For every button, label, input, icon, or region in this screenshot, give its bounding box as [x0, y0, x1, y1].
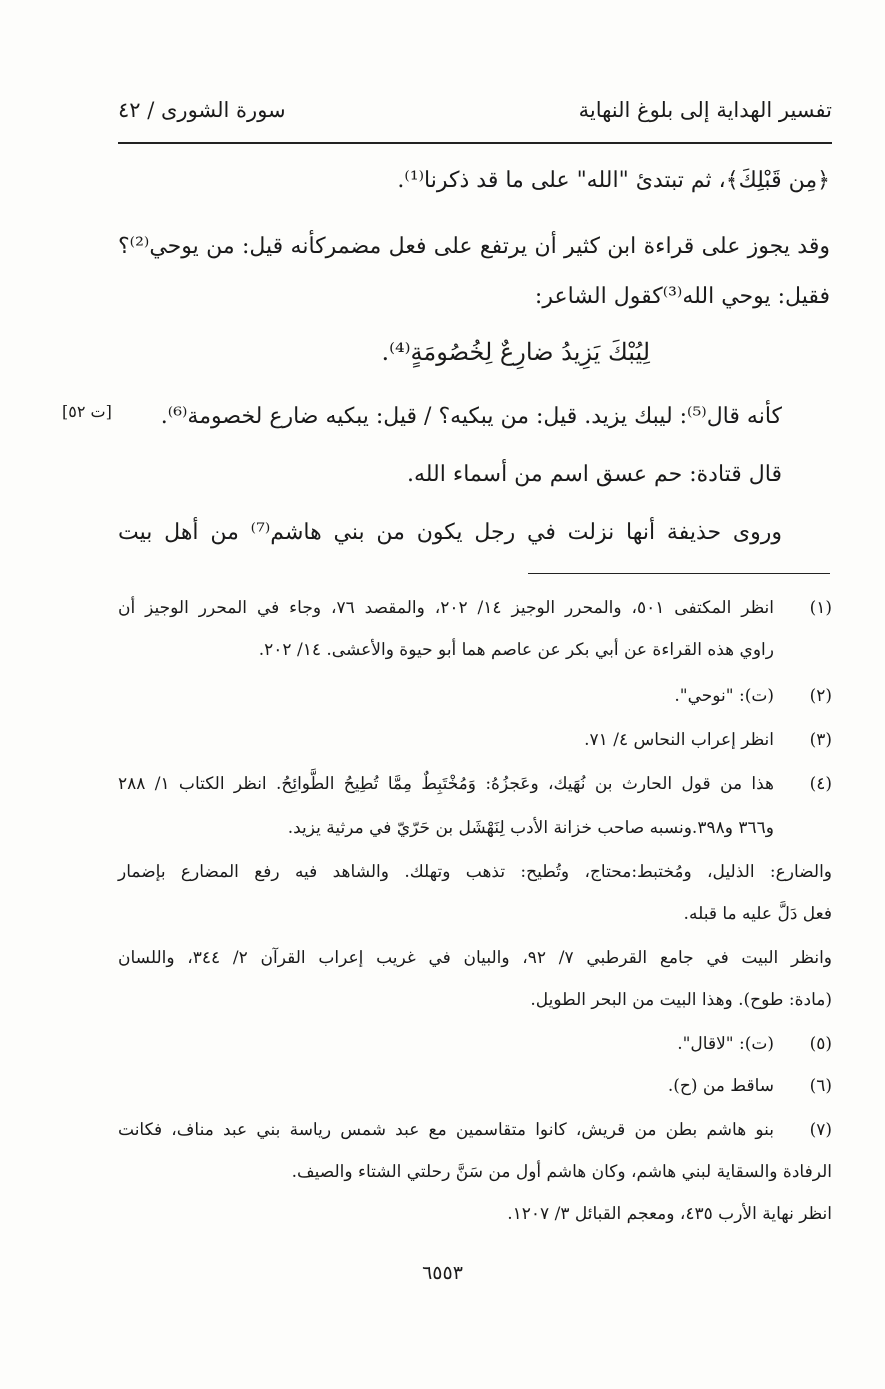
- header-rule: [118, 142, 832, 144]
- footnote-line: (مادة: طوح). وهذا البيت من البحر الطويل.: [530, 990, 832, 1010]
- footnote-line: انظر المكتفى ٥٠١، والمحرر الوجيز ١٤/ ٢٠٢، والمقصد ٧٦، وجاء في المحرر الوجيز أن: [118, 598, 774, 618]
- surah-title: سورة الشورى / ٤٢: [118, 98, 286, 122]
- footnote-line: وانظر البيت في جامع القرطبي ٧/ ٩٢، والبيان في غريب إعراب القرآن ٢/ ٣٤٤، واللسان: [118, 948, 833, 968]
- footnote-6: [118, 1076, 832, 1118]
- poem-verse: لِيُبْكَ يَزِيدُ ضارِعٌ لِخُصُومَةٍ⁽⁴⁾.: [381, 338, 650, 366]
- footnote-line: انظر إعراب النحاس ٤/ ٧١.: [584, 730, 774, 750]
- footnote-number: (٦): [809, 1076, 832, 1096]
- footnote-line: انظر نهاية الأرب ٤٣٥، ومعجم القبائل ٣/ ١٢٠٧.: [507, 1204, 832, 1224]
- footnote-number: (٧): [809, 1120, 832, 1140]
- footnote-line: (ت): "لاقال".: [677, 1034, 774, 1054]
- footnote-number: (١): [809, 598, 832, 618]
- text-line-3: فقيل: يوحي الله⁽³⁾كقول الشاعر:: [534, 284, 830, 309]
- margin-note: [ت ٥٢]: [62, 402, 112, 421]
- text-line-2: وقد يجوز على قراءة ابن كثير أن يرتفع على فعل مضمركأنه قيل: من يوحي⁽²⁾؟: [118, 234, 830, 259]
- footnote-line: والضارع: الذليل، ومُختبط:محتاج، وتُطيح: تذهب وتهلك. والشاهد فيه رفع المضارع بإضمار: [118, 862, 832, 882]
- page-number: ٦٥٥٣: [422, 1262, 463, 1284]
- footnote-7: [118, 1120, 832, 1224]
- text-line-5: كأنه قال⁽⁵⁾: ليبك يزيد. قيل: من يبكيه؟ / قيل: يبكيه ضارع لخصومة⁽⁶⁾.: [160, 404, 782, 429]
- text-line-1: ﴿مِن قَبْلِكَ﴾، ثم تبتدئ "الله" على ما قد ذكرنا⁽¹⁾.: [397, 168, 830, 193]
- footnote-number: (٤): [809, 774, 832, 794]
- footnote-rule: [528, 573, 830, 574]
- footnote-number: (٥): [809, 1034, 832, 1054]
- footnote-4: [118, 774, 833, 1010]
- footnote-number: (٣): [809, 730, 832, 750]
- footnote-2: [118, 686, 832, 728]
- footnote-line: (ت): "نوحي".: [674, 686, 774, 706]
- footnote-5: [118, 1034, 832, 1076]
- text-line-6: قال قتادة: حم عسق اسم من أسماء الله.: [406, 462, 782, 487]
- footnote-line: هذا من قول الحارث بن نُهَيك، وعَجزُهُ: وَمُخْتَبِطٌ مِمَّا تُطِيحُ الطَّوائِحُ. انظر الكتاب ١/ ٢٨٨: [118, 774, 774, 794]
- footnote-line: و٣٦٦ و٣٩٨.ونسبه صاحب خزانة الأدب لِنَهْشَل بن حَرّيّ في مرثية يزيد.: [287, 818, 774, 838]
- footnote-number: (٢): [809, 686, 832, 706]
- book-title: تفسير الهداية إلى بلوغ النهاية: [578, 98, 832, 122]
- text-line-7: وروى حذيفة أنها نزلت في رجل يكون من بني هاشم⁽⁷⁾ من أهل بيت: [118, 520, 782, 545]
- footnote-line: بنو هاشم بطن من قريش، كانوا متقاسمين مع عبد شمس رياسة بني عبد مناف، فكانت: [118, 1120, 774, 1140]
- footnote-line: ساقط من (ح).: [667, 1076, 774, 1096]
- footnote-1: [118, 598, 832, 660]
- footnote-line: راوي هذه القراءة عن أبي بكر عن عاصم هما أبو حيوة والأعشى. ١٤/ ٢٠٢.: [258, 640, 774, 660]
- footnote-3: [118, 730, 832, 772]
- footnote-line: الرفادة والسقاية لبني هاشم، وكان هاشم أول من سَنَّ رحلتي الشتاء والصيف.: [291, 1162, 832, 1182]
- running-header: [118, 88, 832, 136]
- footnote-line: فعل دَلَّ عليه ما قبله.: [683, 904, 832, 924]
